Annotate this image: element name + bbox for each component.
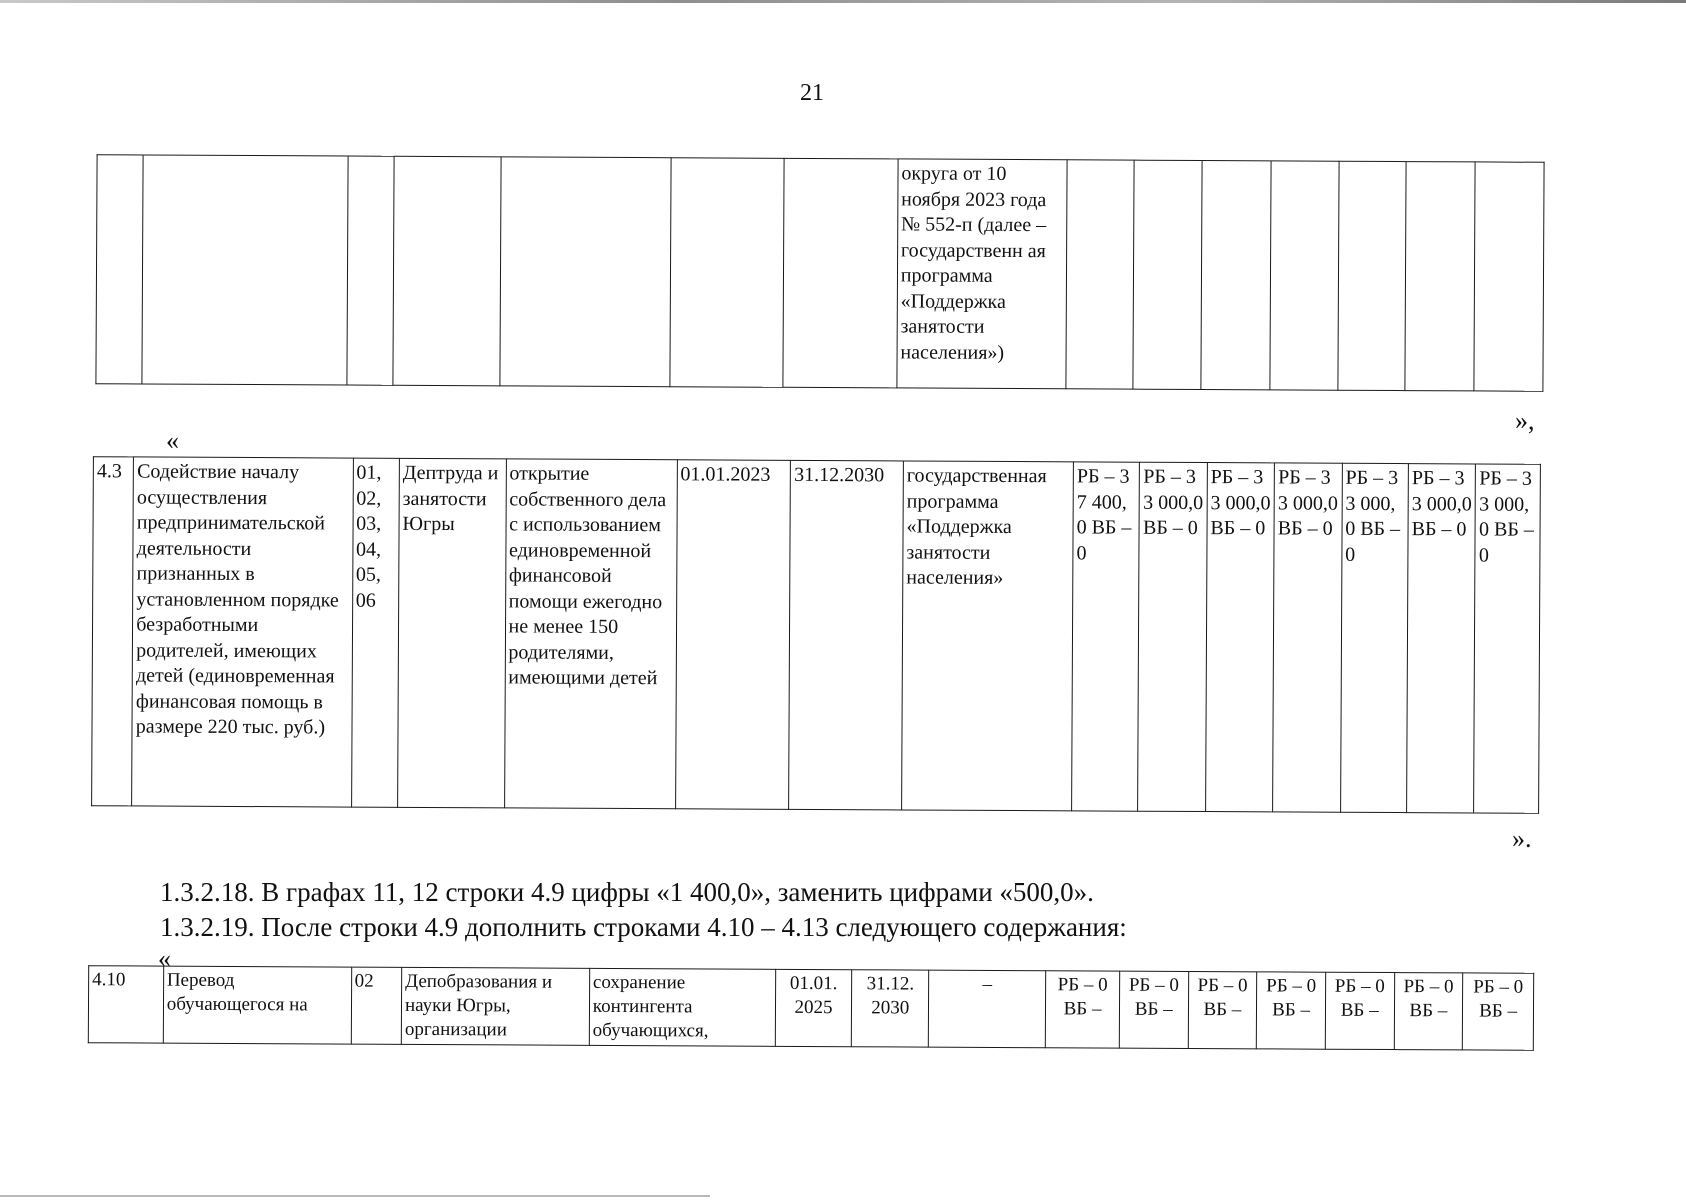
- table-cell: [783, 158, 898, 388]
- table-cell: [96, 155, 143, 384]
- table-cell: [347, 156, 394, 385]
- table-row: [96, 155, 1544, 392]
- paragraph-1-3-2-19: 1.3.2.19. После строки 4.9 дополнить строками 4.10 – 4.13 следующего содержания:: [160, 912, 1127, 942]
- close-quote: »,: [1515, 406, 1535, 435]
- measure-name: Перевод обучающегося на: [163, 966, 351, 1044]
- funding-cell: РБ – 33 000,0 ВБ – 0: [1205, 463, 1274, 812]
- funding-cell: РБ – 0 ВБ –: [1462, 973, 1533, 1050]
- table-cell: [500, 157, 671, 387]
- row-4-3-table: [91, 456, 1541, 814]
- funding-cell: РБ – 0 ВБ –: [1046, 971, 1120, 1048]
- funding-cell: РБ – 0 ВБ –: [1119, 971, 1188, 1048]
- result-cell: сохранение контингента обучающихся,: [589, 968, 775, 1046]
- program-cell: государственная программа «Поддержка занятости населения»: [902, 461, 1074, 811]
- page-number: 21: [800, 80, 824, 106]
- funding-cell: РБ – 33 000,0 ВБ – 0: [1273, 463, 1342, 812]
- table-cell: [1133, 160, 1203, 389]
- measure-name: Содействие началу осуществления предпринимательской деятельности признанных в установленном порядке безработными родителей, имеющих детей (единовременная финансовая помощь в размере 220 тыс. руб.): [132, 457, 353, 807]
- funding-cell: РБ – 33 000,0 ВБ – 0: [1138, 462, 1207, 811]
- executor-cell: Депобразования и науки Югры, организации: [401, 967, 589, 1045]
- paragraph-1-3-2-18: 1.3.2.18. В графах 11, 12 строки 4.9 цифры «1 400,0», заменить цифрами «500,0».: [160, 877, 1094, 907]
- table-cell: [1338, 161, 1407, 390]
- scan-edge-bottom: [0, 1195, 710, 1197]
- funding-cell: РБ – 0 ВБ –: [1257, 972, 1326, 1049]
- funding-cell: РБ – 33 000,0 ВБ – 0: [1474, 464, 1540, 813]
- funding-cell: РБ – 0 ВБ –: [1325, 972, 1394, 1049]
- funding-cell: РБ – 0 ВБ –: [1188, 971, 1257, 1048]
- table-cell: [142, 155, 348, 385]
- end-date: 31.12. 2030: [852, 970, 929, 1047]
- row-4-10-table: [88, 965, 1534, 1051]
- open-quote: «: [158, 944, 171, 973]
- scan-edge-top: [0, 0, 1686, 3]
- table-cell: [670, 158, 785, 388]
- table-cell: [393, 156, 501, 386]
- end-date: 31.12.2030: [789, 460, 904, 810]
- table-cell: [1201, 161, 1271, 390]
- table-cell: [1473, 162, 1544, 391]
- continuation-table: [95, 154, 1544, 392]
- table-cell: [1066, 160, 1135, 389]
- open-quote: «: [166, 426, 179, 455]
- row-number: 4.10: [88, 966, 163, 1043]
- table-row: [92, 457, 1541, 814]
- funding-cell: РБ – 37 400,0 ВБ – 0: [1072, 462, 1140, 811]
- funding-cell: РБ – 33 000,0 ВБ – 0: [1407, 464, 1476, 813]
- funding-cell: РБ – 33 000,0 ВБ – 0: [1340, 463, 1408, 812]
- row-number: 4.3: [92, 457, 134, 806]
- table-cell: [1405, 162, 1475, 391]
- codes-cell: 02: [351, 967, 402, 1044]
- program-cell: округа от 10 ноября 2023 года № 552-п (далее – государственн ая программа «Поддержка занятости населения»): [897, 159, 1067, 389]
- executor-cell: Дептруда и занятости Югры: [397, 458, 505, 808]
- program-cell: –: [928, 970, 1046, 1048]
- funding-cell: РБ – 0 ВБ –: [1394, 973, 1463, 1050]
- start-date: 01.01. 2025: [775, 969, 852, 1046]
- table-row: [88, 966, 1533, 1051]
- result-cell: открытие собственного дела с использованием единовременной финансовой помощи ежегодно не менее 150 родителями, имеющими детей: [504, 459, 677, 809]
- close-quote: ».: [1512, 824, 1532, 853]
- start-date: 01.01.2023: [675, 460, 791, 810]
- codes-cell: 01, 02, 03, 04, 05, 06: [351, 458, 399, 807]
- table-cell: [1270, 161, 1340, 390]
